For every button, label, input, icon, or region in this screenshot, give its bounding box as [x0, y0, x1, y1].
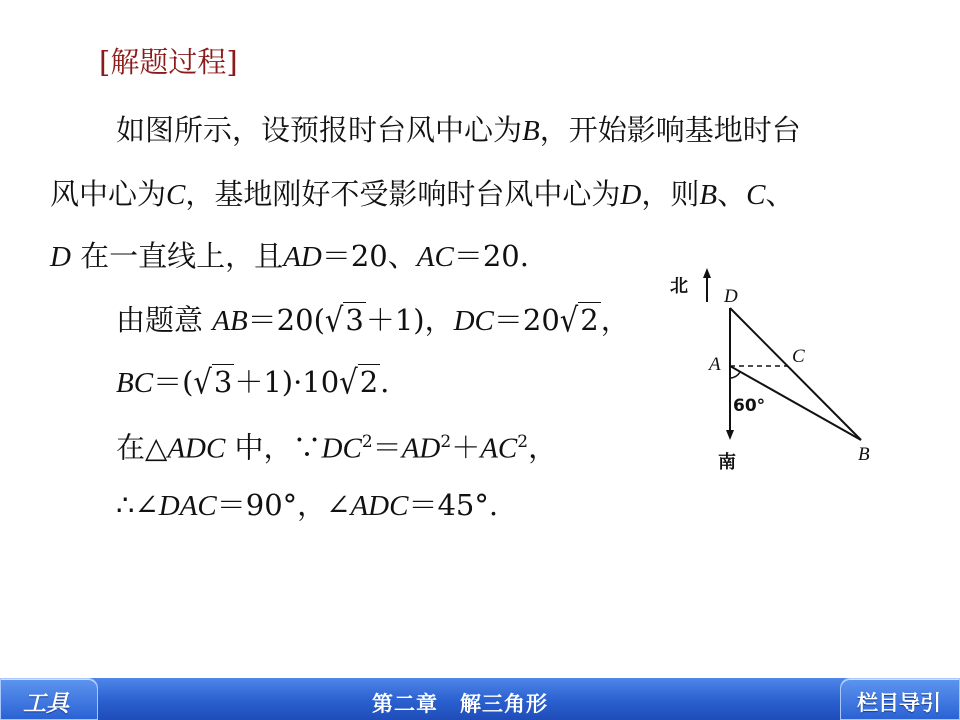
var-dac: DAC: [158, 490, 217, 522]
south-label: 南: [718, 452, 736, 473]
radical-sign: √: [559, 300, 579, 340]
radicand: 2: [359, 365, 379, 399]
text: ＝90°，∠: [216, 488, 351, 522]
var-ad: AD: [283, 241, 322, 273]
var-ac: AC: [416, 241, 454, 273]
sqrt-2: [560, 302, 601, 338]
chapter-title: 第二章 解三角形: [372, 692, 548, 716]
text: ＋: [451, 430, 481, 465]
section-nav-button-label: 栏目导引: [857, 691, 941, 715]
text: ＝(: [153, 365, 194, 399]
text: ，开始影响基地时台: [539, 113, 801, 147]
text: ，: [528, 430, 558, 465]
radicand: 2: [580, 303, 599, 337]
point-b-label: B: [858, 444, 870, 465]
exponent: 2: [440, 432, 452, 452]
var-ad: AD: [401, 432, 441, 465]
var-adc: ADC: [167, 432, 226, 465]
var-bc: BC: [116, 367, 154, 399]
point-c-label: C: [792, 346, 805, 367]
var-d: D: [620, 179, 642, 211]
section-heading: [解题过程]: [99, 45, 238, 79]
text: 在△: [116, 430, 168, 465]
text: ＝: [372, 430, 402, 465]
exponent: 2: [517, 432, 529, 452]
angle-label: 60°: [733, 396, 766, 416]
triangle-diagram: [658, 262, 888, 482]
text: 如图所示，设预报时台风中心为: [116, 113, 523, 147]
equation-line-2: [116, 364, 389, 401]
var-dc: DC: [321, 432, 362, 465]
footer-bar: [0, 678, 960, 720]
text: 、: [717, 177, 747, 211]
text: ，基地刚好不受影响时台风中心为: [185, 177, 621, 211]
south-arrow-head: [726, 430, 734, 440]
var-adc: ADC: [350, 490, 409, 522]
var-b: B: [699, 179, 718, 211]
radicand: 3: [345, 303, 364, 337]
text: .: [380, 365, 390, 399]
equation-line-4: [116, 487, 498, 524]
point-d-label: D: [724, 286, 738, 307]
radical-sign: √: [193, 362, 212, 402]
tools-button-label: 工具: [23, 691, 69, 717]
angle-arc: [730, 372, 740, 378]
text: ＝20: [493, 303, 560, 337]
text: ＝20、: [321, 239, 417, 273]
text: ＝20(: [247, 303, 325, 337]
text: ，: [600, 303, 630, 337]
paragraph-line-2: [50, 176, 794, 213]
text: ＝20.: [453, 239, 529, 273]
text: 由题意: [116, 303, 204, 337]
text: 在一直线上，且: [80, 239, 284, 273]
var-ac: AC: [480, 432, 518, 465]
text: 、: [765, 177, 795, 211]
radicand: 3: [213, 365, 233, 399]
text: 中，∵: [234, 430, 322, 465]
sqrt-3: [325, 302, 366, 338]
text: 风中心为: [50, 177, 167, 211]
exponent: 2: [361, 432, 373, 452]
tools-button[interactable]: [0, 678, 98, 720]
text: ∴∠: [116, 488, 159, 522]
var-d: D: [50, 241, 71, 273]
text: ＝45°.: [408, 488, 499, 522]
sqrt-3: [193, 364, 234, 400]
text: ＋1)·10: [234, 365, 340, 399]
text: ，则: [641, 177, 700, 211]
radical-sign: √: [339, 362, 358, 402]
north-label: 北: [670, 276, 688, 297]
section-nav-button[interactable]: [840, 678, 960, 720]
geometry-figure: [658, 262, 888, 482]
point-a-label: A: [709, 354, 721, 375]
paragraph-line-3: [50, 238, 529, 275]
var-c: C: [746, 179, 766, 211]
radical-sign: √: [324, 300, 344, 340]
var-b: B: [522, 115, 540, 147]
sqrt-2: [339, 364, 380, 400]
var-dc: DC: [453, 305, 494, 337]
var-c: C: [166, 179, 186, 211]
equation-line-3: [116, 424, 557, 467]
paragraph-line-1: [116, 112, 801, 149]
var-ab: AB: [212, 305, 248, 337]
segment-db: [730, 308, 861, 440]
text: ＋1)，: [365, 303, 454, 337]
north-arrow-head: [703, 268, 711, 278]
equation-line-1: [116, 302, 630, 339]
